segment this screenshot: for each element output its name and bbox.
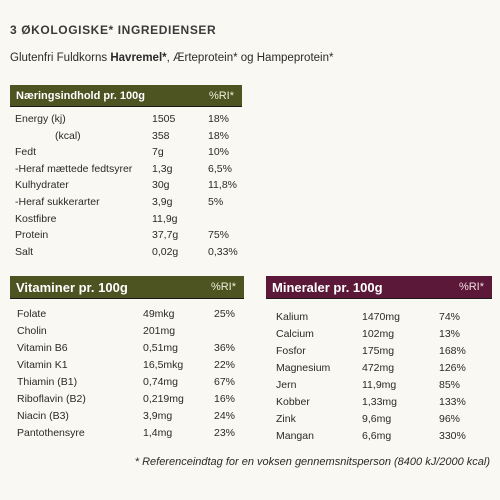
naering-row-ri: 10% xyxy=(208,146,230,159)
vitaminer-row-ri: 36% xyxy=(214,342,236,354)
mineraler-row-label: Mangan xyxy=(276,430,314,442)
naering-row-ri: 0,33% xyxy=(208,245,238,258)
mineraler-row-ri: 133% xyxy=(439,396,466,408)
naering-row-label: Kostfibre xyxy=(15,212,57,225)
naering-header xyxy=(10,85,242,107)
vitaminer-row-ri: 23% xyxy=(214,427,236,439)
vitaminer-header xyxy=(10,276,244,299)
mineraler-row-ri: 96% xyxy=(439,413,461,425)
naering-row-value: 7g xyxy=(152,146,164,159)
vitaminer-row-label: Cholin xyxy=(17,325,47,337)
vitaminer-row-ri: 24% xyxy=(214,410,236,422)
naering-row-ri: 18% xyxy=(208,129,230,142)
naering-row-value: 37,7g xyxy=(152,229,179,242)
vitaminer-row-label: Pantothensyre xyxy=(17,427,85,439)
mineraler-row-value: 9,6mg xyxy=(362,413,392,425)
mineraler-row-label: Fosfor xyxy=(276,345,306,357)
mineraler-row-value: 472mg xyxy=(362,362,395,374)
vitaminer-row-ri: 25% xyxy=(214,308,236,320)
naering-row-value: 30g xyxy=(152,179,170,192)
ingredients-line xyxy=(10,52,333,64)
naering-row-label: Protein xyxy=(15,229,49,242)
naering-row-ri: 75% xyxy=(208,229,230,242)
mineraler-row-ri: 330% xyxy=(439,430,466,442)
naering-row-label: -Heraf sukkerarter xyxy=(15,195,100,208)
naering-row-label: Salt xyxy=(15,245,34,258)
naering-row-ri: 6,5% xyxy=(208,162,232,175)
vitaminer-row-value: 16,5mkg xyxy=(143,359,184,371)
vitaminer-row-value: 0,219mg xyxy=(143,393,184,405)
naering-ri-label: %RI* xyxy=(208,89,234,102)
vitaminer-row-value: 0,51mg xyxy=(143,342,179,354)
naering-row-label: Fedt xyxy=(15,146,37,159)
vitaminer-ri-label: %RI* xyxy=(210,281,236,293)
footnote: * Referenceindtag for en voksen gennemsnitsperson (8400 kJ/2000 kcal) xyxy=(134,456,490,468)
naering-row-label: Energy (kj) xyxy=(15,113,66,125)
naering-row-label: Kulhydrater xyxy=(15,179,69,192)
naering-row-value: 0,02g xyxy=(152,245,179,258)
vitaminer-row-value: 201mg xyxy=(143,325,176,337)
mineraler-row-ri: 85% xyxy=(439,379,461,391)
vitaminer-row-ri: 16% xyxy=(214,393,236,405)
vitaminer-row-value: 0,74mg xyxy=(143,376,179,388)
page-title: 3 ØKOLOGISKE* INGREDIENSER xyxy=(10,23,217,37)
mineraler-row-value: 102mg xyxy=(362,328,395,340)
naering-row-value: 11,9g xyxy=(152,212,178,225)
naering-row-value: 1505 xyxy=(152,113,176,125)
vitaminer-row-label: Riboflavin (B2) xyxy=(17,393,86,405)
mineraler-header-title: Mineraler pr. 100g xyxy=(272,279,383,295)
vitaminer-row-label: Vitamin K1 xyxy=(17,359,68,371)
ingredients-highlight: Havremel* xyxy=(110,52,167,64)
mineraler-row-value: 11,9mg xyxy=(362,379,397,391)
vitaminer-row-label: Niacin (B3) xyxy=(17,410,69,422)
mineraler-row-label: Kalium xyxy=(276,311,309,323)
ingredients-prefix: Glutenfri Fuldkorns xyxy=(10,52,111,64)
naering-row-label: (kcal) xyxy=(55,129,81,142)
naering-header-title: Næringsindhold pr. 100g xyxy=(16,89,145,102)
vitaminer-row-value: 49mkg xyxy=(143,308,175,320)
mineraler-row-ri: 13% xyxy=(439,328,461,340)
mineraler-row-label: Zink xyxy=(276,413,296,425)
naering-row-value: 358 xyxy=(152,129,170,142)
mineraler-row-label: Magnesium xyxy=(276,362,331,374)
mineraler-row-value: 1,33mg xyxy=(362,396,398,408)
vitaminer-row-ri: 67% xyxy=(214,376,236,388)
vitaminer-row-label: Folate xyxy=(17,308,47,320)
vitaminer-row-ri: 22% xyxy=(214,359,236,371)
mineraler-ri-label: %RI* xyxy=(458,281,484,293)
mineraler-header xyxy=(266,276,492,299)
vitaminer-row-value: 1,4mg xyxy=(143,427,173,439)
mineraler-row-label: Kobber xyxy=(276,396,310,408)
mineraler-row-value: 6,6mg xyxy=(362,430,392,442)
vitaminer-row-label: Vitamin B6 xyxy=(17,342,68,354)
naering-row-value: 1,3g xyxy=(152,162,173,175)
mineraler-row-ri: 74% xyxy=(439,311,461,323)
vitaminer-row-value: 3,9mg xyxy=(143,410,173,422)
vitaminer-header-title: Vitaminer pr. 100g xyxy=(16,279,128,295)
mineraler-row-label: Calcium xyxy=(276,328,314,340)
naering-row-ri: 18% xyxy=(208,113,230,125)
ingredients-suffix: , Ærteprotein* og Hampeprotein* xyxy=(166,52,334,64)
mineraler-row-value: 175mg xyxy=(362,345,395,357)
naering-row-ri: 11,8% xyxy=(208,179,237,192)
mineraler-row-ri: 126% xyxy=(439,362,466,374)
mineraler-row-ri: 168% xyxy=(439,345,466,357)
naering-row-label: -Heraf mættede fedtsyrer xyxy=(15,162,133,175)
naering-row-value: 3,9g xyxy=(152,195,173,208)
mineraler-row-value: 1470mg xyxy=(362,311,400,323)
mineraler-row-label: Jern xyxy=(276,379,297,391)
vitaminer-row-label: Thiamin (B1) xyxy=(17,376,78,388)
naering-row-ri: 5% xyxy=(208,195,224,208)
